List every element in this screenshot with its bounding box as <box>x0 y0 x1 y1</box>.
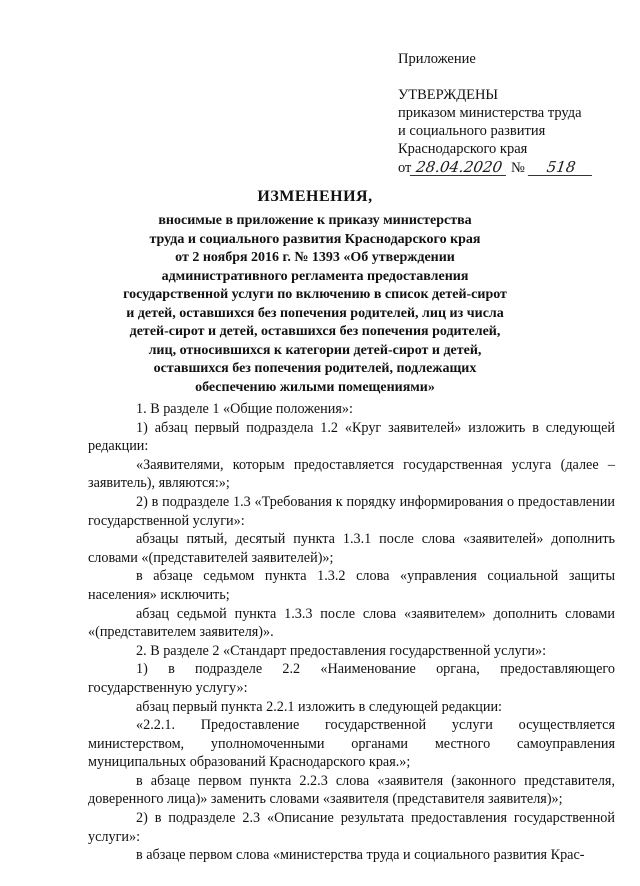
approval-line: приказом министерства труда <box>398 105 582 121</box>
order-date-line <box>398 159 628 177</box>
title-line: оставшихся без попечения родителей, подлежащих <box>153 361 477 376</box>
paragraph: 1) абзац первый подраздела 1.2 «Круг заявителей» изложить в следующей редакции: <box>88 419 615 455</box>
title-line: административного регламента предоставления <box>161 268 469 284</box>
paragraph: «Заявителями, которым предоставляется государственная услуга (далее – заявитель), являются:»; <box>88 456 615 492</box>
title-line: от 2 ноября 2016 г. № 1393 «Об утверждении <box>175 250 455 265</box>
paragraph: в абзаце седьмом пункта 1.3.2 слова «управления социальной защиты населения» исключить; <box>88 568 615 603</box>
paragraph: 2. В разделе 2 «Стандарт предоставления государственной услуги»: <box>136 642 547 659</box>
paragraph: 1. В разделе 1 «Общие положения»: <box>136 401 353 417</box>
appendix-label: Приложение <box>398 51 476 67</box>
document-body <box>88 400 615 865</box>
paragraph: 2) в подразделе 1.3 «Требования к порядку информирования о предоставлении государственной услуги»: <box>88 493 615 529</box>
paragraph: 2) в подразделе 2.3 «Описание результата предоставления государственной услуги»: <box>88 810 615 845</box>
paragraph: абзац первый пункта 2.2.1 изложить в следующей редакции: <box>136 698 502 715</box>
number-prefix: № <box>511 160 525 176</box>
title-line: государственной услуги по включению в список детей-сирот <box>123 287 507 302</box>
approval-line: Краснодарского края <box>398 141 528 157</box>
paragraph: абзацы пятый, десятый пункта 1.3.1 после слова «заявителей» дополнить словами «(представителей заявителей)»; <box>88 531 615 566</box>
title-heading: ИЗМЕНЕНИЯ, <box>257 188 373 205</box>
approval-block <box>398 50 628 177</box>
title-line: труда и социального развития Краснодарского края <box>149 231 481 247</box>
paragraph: абзац седьмой пункта 1.3.3 после слова «заявителем» дополнить словами «(представителем заявителя)». <box>88 605 615 641</box>
approval-line: и социального развития <box>398 123 546 139</box>
title-line: детей-сирот и детей, оставшихся без попечения родителей, <box>129 324 501 339</box>
date-prefix: от <box>398 160 412 176</box>
paragraph: в абзаце первом слова «министерства труда и социального развития Крас- <box>136 847 585 864</box>
handwritten-number: 518 <box>528 160 594 176</box>
paragraph: «2.2.1. Предоставление государственной услуги осуществляется министерством, уполномоченными органами местного самоуправления муниципальных образований Краснодарского края.»; <box>88 717 615 771</box>
title-line: и детей, оставшихся без попечения родителей, лиц из числа <box>126 305 504 321</box>
title-line: вносимые в приложение к приказу министерства <box>158 213 472 228</box>
document-title <box>80 186 550 397</box>
title-line: лиц, относившихся к категории детей-сирот и детей, <box>148 342 482 358</box>
title-line: обеспечению жилыми помещениями» <box>195 379 435 395</box>
paragraph: 1) в подразделе 2.2 «Наименование органа, предоставляющего государственную услугу»: <box>88 661 615 696</box>
approved-label: УТВЕРЖДЕНЫ <box>398 87 499 103</box>
handwritten-date: 28.04.2020 <box>410 160 508 176</box>
paragraph: в абзаце первом пункта 2.2.3 слова «заявителя (законного представителя, доверенного лица)» заменить словами «заявителя (представителя заявителя)»; <box>88 772 615 808</box>
